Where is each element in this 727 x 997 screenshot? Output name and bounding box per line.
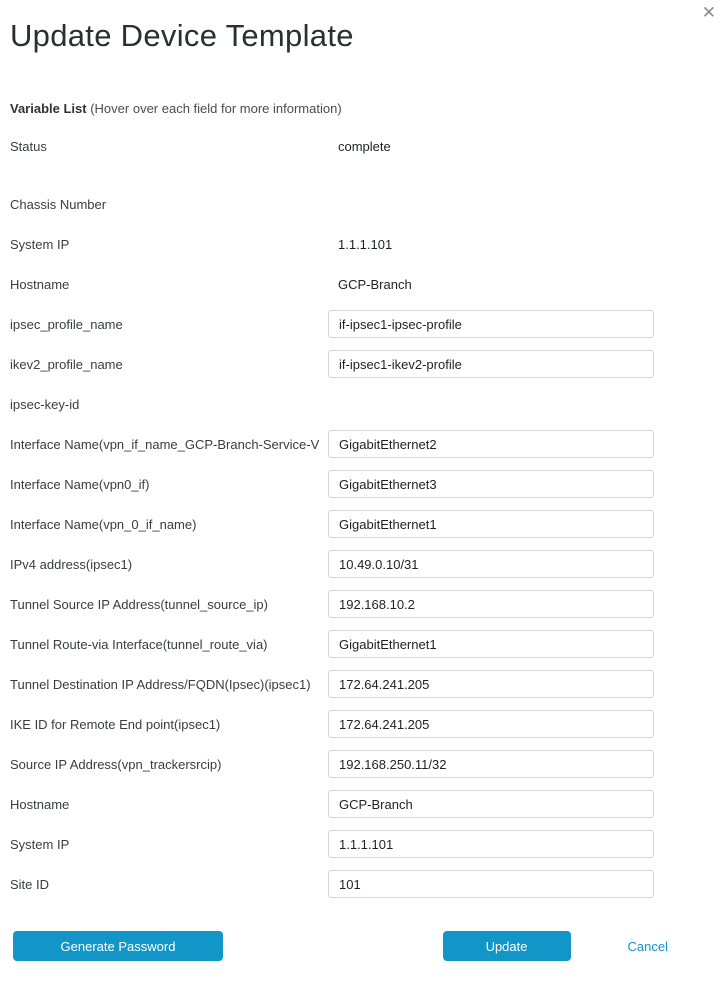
form-row <box>10 172 727 178</box>
field-value: complete <box>338 138 391 154</box>
form-row <box>10 630 727 658</box>
form-row <box>10 310 727 338</box>
field-input[interactable] <box>328 710 654 738</box>
dialog-title: Update Device Template <box>10 18 354 53</box>
field-value-wrap <box>328 630 654 658</box>
cancel-button[interactable]: Cancel <box>627 938 668 954</box>
field-value-wrap <box>328 237 654 252</box>
form-row <box>10 870 727 898</box>
field-label: Tunnel Destination IP Address/FQDN(Ipsec)(ipsec1) <box>10 676 311 692</box>
form-row <box>10 510 727 538</box>
field-label: Site ID <box>10 876 50 892</box>
field-label: ipsec-key-id <box>10 396 80 412</box>
field-label: IKE ID for Remote End point(ipsec1) <box>10 716 221 732</box>
form-row <box>10 710 727 738</box>
form-row <box>10 270 727 298</box>
field-input[interactable] <box>328 750 654 778</box>
form-row <box>10 390 727 418</box>
variable-list-hint: (Hover over each field for more information) <box>90 101 342 116</box>
form-row <box>10 750 727 778</box>
form-row <box>10 590 727 618</box>
field-value-wrap <box>328 550 654 578</box>
field-label: Source IP Address(vpn_trackersrcip) <box>10 756 222 772</box>
field-input[interactable] <box>328 870 654 898</box>
generate-password-button[interactable]: Generate Password <box>13 931 223 961</box>
field-value-wrap <box>328 790 654 818</box>
dialog-footer <box>0 931 727 961</box>
field-label: System IP <box>10 236 70 252</box>
field-value-wrap <box>328 350 654 378</box>
field-label: Tunnel Source IP Address(tunnel_source_ip) <box>10 596 268 612</box>
form-row <box>10 430 727 458</box>
form-row <box>10 790 727 818</box>
form-row <box>10 230 727 258</box>
field-value-wrap <box>328 470 654 498</box>
field-label: ikev2_profile_name <box>10 356 123 372</box>
field-input[interactable] <box>328 590 654 618</box>
field-label: ipsec_profile_name <box>10 316 123 332</box>
field-value: 1.1.1.101 <box>338 236 393 252</box>
field-label: Interface Name(vpn0_if) <box>10 476 150 492</box>
form-row <box>10 550 727 578</box>
field-value-wrap <box>328 277 654 292</box>
field-input[interactable] <box>328 350 654 378</box>
field-input[interactable] <box>328 630 654 658</box>
close-icon[interactable]: ✕ <box>698 2 720 23</box>
form-row <box>10 132 727 160</box>
field-label: Interface Name(vpn_0_if_name) <box>10 516 197 532</box>
dialog-header <box>0 0 727 54</box>
field-label: Hostname <box>10 276 70 292</box>
field-value-wrap <box>328 430 654 458</box>
form-row <box>10 470 727 498</box>
field-value: GCP-Branch <box>338 276 412 292</box>
field-input[interactable] <box>328 670 654 698</box>
field-value-wrap <box>328 139 654 154</box>
field-input[interactable] <box>328 430 654 458</box>
field-label: IPv4 address(ipsec1) <box>10 556 133 572</box>
field-label: System IP <box>10 836 70 852</box>
field-label: Chassis Number <box>10 196 107 212</box>
field-input[interactable] <box>328 510 654 538</box>
form-rows <box>10 132 727 898</box>
field-label: Hostname <box>10 796 70 812</box>
field-value-wrap <box>328 750 654 778</box>
form-row <box>10 350 727 378</box>
field-value-wrap <box>328 590 654 618</box>
variable-list-heading <box>10 101 727 116</box>
field-label: Tunnel Route-via Interface(tunnel_route_via) <box>10 636 268 652</box>
field-input[interactable] <box>328 790 654 818</box>
field-value-wrap <box>328 710 654 738</box>
field-input[interactable] <box>328 830 654 858</box>
field-input[interactable] <box>328 550 654 578</box>
field-value-wrap <box>328 670 654 698</box>
variable-list-title: Variable List <box>10 101 87 116</box>
field-label: Interface Name(vpn_if_name_GCP-Branch-Service-V <box>10 436 320 452</box>
field-value-wrap <box>328 870 654 898</box>
form-row <box>10 190 727 218</box>
field-value-wrap <box>328 510 654 538</box>
form-row <box>10 830 727 858</box>
field-value-wrap <box>328 830 654 858</box>
form-row <box>10 670 727 698</box>
field-value-wrap <box>328 310 654 338</box>
field-input[interactable] <box>328 310 654 338</box>
field-label: Status <box>10 138 47 154</box>
update-button[interactable]: Update <box>443 931 571 961</box>
field-input[interactable] <box>328 470 654 498</box>
